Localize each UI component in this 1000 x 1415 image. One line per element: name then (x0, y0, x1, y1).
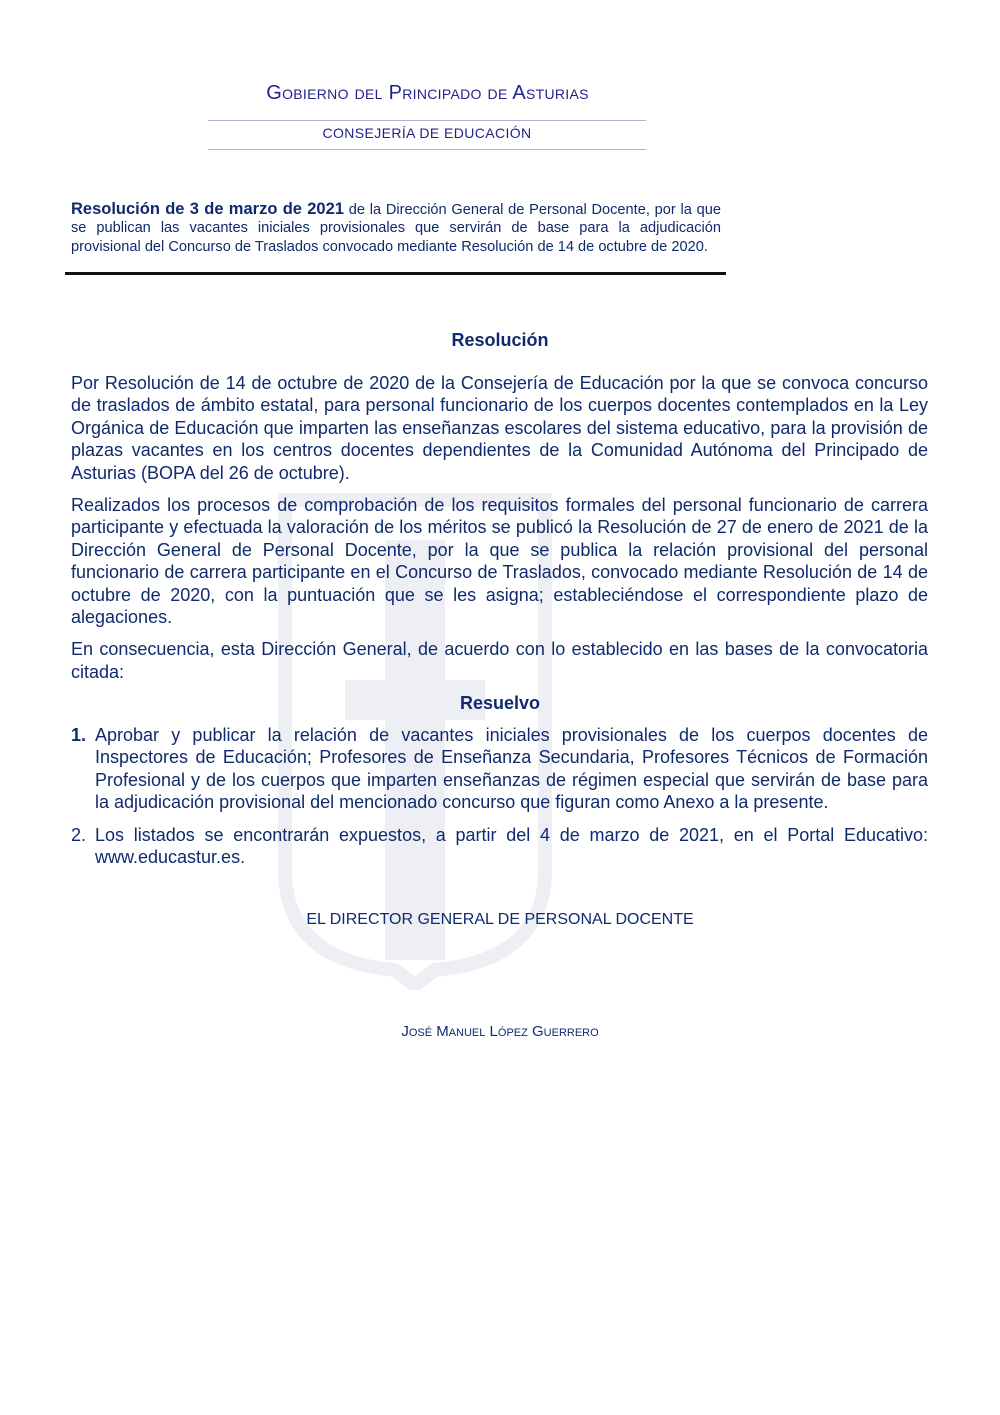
body-text (71, 372, 928, 693)
government-title: Gobierno del Principado de Asturias (266, 82, 589, 104)
summary-rule (65, 272, 726, 275)
summary-text: de la Dirección General de Personal Docente, por la que se publican las vacantes iniciales provisionales que servirán de base para la adjudicación provisional del Concurso de Traslados convocado mediante Resolución de 14 de octubre de 2020. (71, 202, 721, 255)
item-text: Aprobar y publicar la relación de vacantes iniciales provisionales de los cuerpos docentes de Inspectores de Educación; Profesores de Enseñanza Secundaria, Profesores Técnicos de Formación Profesional y de los cuerpos que imparten enseñanzas de régimen especial que servirán de base para la adjudicación provisional del mencionado concurso que figuran como Anexo a la presente. (95, 725, 928, 813)
header-divider (208, 149, 646, 150)
resolution-summary (71, 200, 721, 256)
list-item (71, 724, 928, 814)
signatory-name: José Manuel López Guerrero (401, 1023, 599, 1040)
item-number: 1. (71, 725, 87, 745)
signatory-role: EL DIRECTOR GENERAL DE PERSONAL DOCENTE (306, 911, 694, 928)
department-subtitle: CONSEJERÍA DE EDUCACIÓN (322, 125, 532, 141)
item-text: Los listados se encontrarán expuestos, a partir del 4 de marzo de 2021, en el Portal Educativo: www.educastur.es. (95, 824, 928, 868)
resolution-list (71, 724, 928, 878)
list-item (71, 824, 928, 869)
paragraph: En consecuencia, esta Dirección General, de acuerdo con lo establecido en las bases de la convocatoria citada: (71, 639, 928, 682)
paragraph: Por Resolución de 14 de octubre de 2020 de la Consejería de Educación por la que se convoca concurso de traslados de ámbito estatal, para personal funcionario de los cuerpos docentes contemplados en la Ley Orgánica de Educación que imparten las enseñanzas escolares del sistema educativo, para la provisión de plazas vacantes en los centros docentes dependientes de la Comunidad Autónoma del Principado de Asturias (BOPA del 26 de octubre). (71, 373, 928, 483)
item-number: 2. (71, 824, 87, 845)
summary-title: Resolución de 3 de marzo de 2021 (71, 200, 344, 218)
section-heading-resuelvo: Resuelvo (459, 693, 541, 713)
paragraph: Realizados los procesos de comprobación de los requisitos formales del personal funcionario de carrera participante y efectuada la valoración de los méritos se publicó la Resolución de 27 de enero de 2021 de la Dirección General de Personal Docente, por la que se publica la relación provisional del personal funcionario de carrera participante en el Concurso de Traslados, convocado mediante Resolución de 14 de octubre de 2020, con la puntuación que se les asigna; estableciéndose el correspondiente plazo de alegaciones. (71, 495, 928, 628)
section-heading-resolucion: Resolución (451, 330, 549, 350)
header-divider (208, 120, 646, 121)
